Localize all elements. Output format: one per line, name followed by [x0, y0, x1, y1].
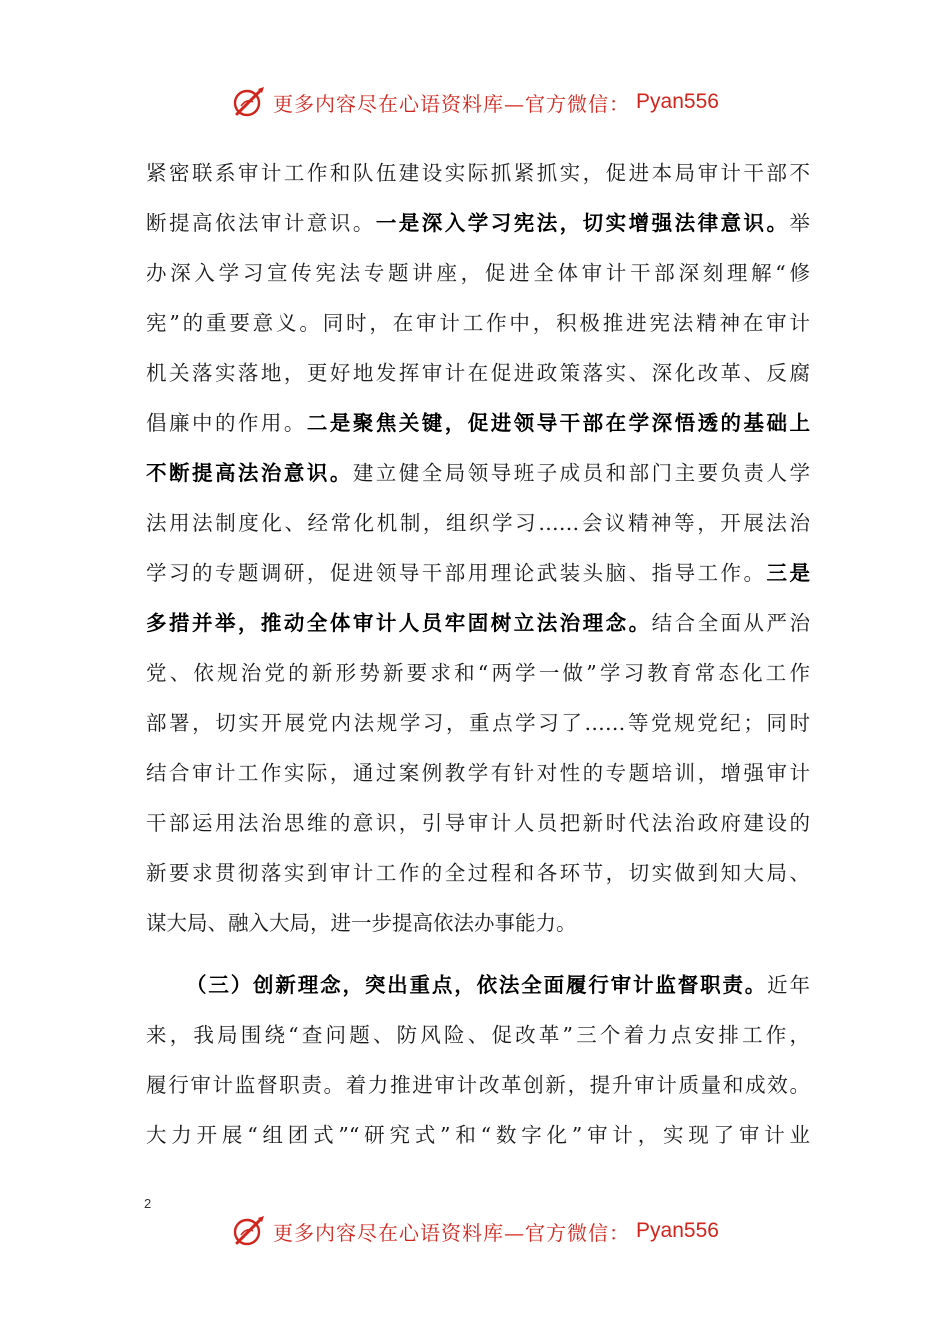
text-segment: 办深入学习宣传宪法专题讲座，促进全体审计干部深刻理解“修 — [146, 261, 810, 285]
text-line — [146, 748, 810, 798]
text-line — [146, 448, 810, 498]
text-line — [146, 1010, 810, 1060]
text-segment: 倡廉中的作用。 — [146, 411, 307, 435]
text-line — [146, 1060, 810, 1110]
text-line — [146, 398, 810, 448]
text-segment: 机关落实落地，更好地发挥审计在促进政策落实、深化改革、反腐 — [146, 361, 810, 385]
watermark-header — [0, 82, 950, 122]
text-segment: 党、依规治党的新形势新要求和“两学一做”学习教育常态化工作 — [146, 661, 810, 685]
text-segment: 断提高依法审计意识。 — [146, 211, 376, 235]
text-segment: 紧密联系审计工作和队伍建设实际抓紧抓实，促进本局审计干部不 — [146, 161, 810, 185]
text-segment: 干部运用法治思维的意识，引导审计人员把新时代法治政府建设的 — [146, 811, 810, 835]
text-line — [146, 898, 810, 948]
text-segment: 谋大局、融入大局，进一步提高依法办事能力。 — [146, 911, 577, 935]
text-line — [146, 148, 810, 198]
text-line — [146, 348, 810, 398]
watermark-wechat-id: Pyan556 — [636, 1219, 719, 1242]
text-line — [146, 248, 810, 298]
text-segment: 宪”的重要意义。同时，在审计工作中，积极推进宪法精神在审计 — [146, 311, 810, 335]
text-segment: 履行审计监督职责。着力推进审计改革创新，提升审计质量和成效。 — [146, 1073, 810, 1097]
pen-circle-logo-icon — [231, 1213, 267, 1249]
text-segment: 部署，切实开展党内法规学习，重点学习了……等党规党纪；同时 — [146, 711, 810, 735]
bold-text-segment: 三是 — [766, 561, 811, 585]
text-line — [146, 198, 810, 248]
watermark-text: 更多内容尽在心语资料库—官方微信： — [273, 1220, 631, 1245]
text-segment: 举 — [789, 211, 811, 235]
bold-text-segment: 不断提高法治意识。 — [146, 461, 353, 485]
bold-text-segment: 多措并举，推动全体审计人员牢固树立法治理念。 — [146, 611, 652, 635]
text-line — [146, 598, 810, 648]
text-line — [146, 698, 810, 748]
text-line — [146, 498, 810, 548]
watermark-text: 更多内容尽在心语资料库—官方微信： — [273, 91, 631, 116]
text-line — [146, 798, 810, 848]
text-segment: 学习的专题调研，促进领导干部用理论武装头脑、指导工作。 — [146, 561, 767, 585]
text-segment: 新要求贯彻落实到审计工作的全过程和各环节，切实做到知大局、 — [146, 861, 810, 885]
pen-circle-logo-icon — [231, 84, 267, 120]
text-line — [146, 848, 810, 898]
text-line — [146, 548, 810, 598]
text-line — [146, 298, 810, 348]
text-segment: 建立健全局领导班子成员和部门主要负责人学 — [352, 461, 811, 485]
document-body — [146, 148, 810, 1160]
text-segment: 法用法制度化、经常化机制，组织学习……会议精神等，开展法治 — [146, 511, 810, 535]
page-number: 2 — [144, 1196, 152, 1211]
text-line — [146, 648, 810, 698]
text-segment: 结合审计工作实际，通过案例教学有针对性的专题培训，增强审计 — [146, 761, 810, 785]
text-line — [146, 1110, 810, 1160]
bold-text-segment: 一是深入学习宪法，切实增强法律意识。 — [375, 211, 790, 235]
watermark-footer — [0, 1211, 950, 1251]
text-segment: 来，我局围绕“查问题、防风险、促改革”三个着力点安排工作， — [146, 1023, 810, 1047]
text-line — [146, 960, 810, 1010]
bold-text-segment: （三）创新理念，突出重点，依法全面履行审计监督职责。 — [186, 973, 768, 997]
bold-text-segment: 二是聚焦关键，促进领导干部在学深悟透的基础上 — [306, 411, 810, 435]
text-segment: 近年 — [767, 973, 811, 997]
text-segment: 大力开展“组团式”“研究式”和“数字化”审计，实现了审计业 — [146, 1123, 810, 1147]
watermark-wechat-id: Pyan556 — [636, 90, 719, 113]
text-segment: 结合全面从严治 — [651, 611, 811, 635]
